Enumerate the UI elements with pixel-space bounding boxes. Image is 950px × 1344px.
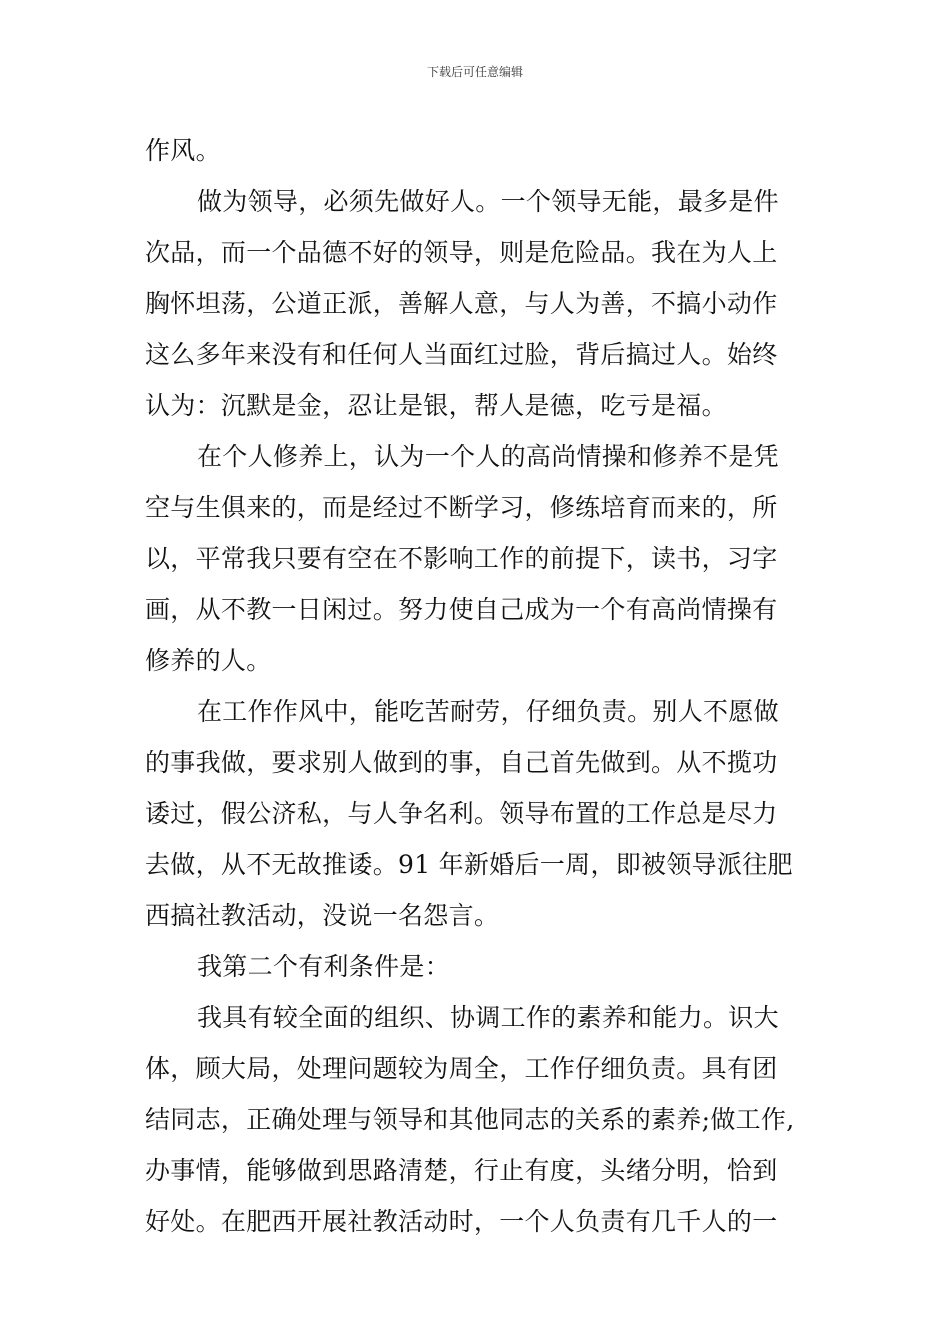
text-line: 诿过，假公济私，与人争名利。领导布置的工作总是尽力 bbox=[145, 799, 778, 828]
text-line: 去做，从不无故推诿。91 年新婚后一周，即被领导派往肥 bbox=[145, 850, 793, 879]
text-line: 办事情，能够做到思路清楚，行止有度，头绪分明，恰到 bbox=[145, 1156, 778, 1185]
text-line: 这么多年来没有和任何人当面红过脸，背后搞过人。始终 bbox=[145, 340, 778, 369]
text-line: 以，平常我只要有空在不影响工作的前提下，读书，习字 bbox=[145, 544, 778, 573]
text-line: 作风。 bbox=[145, 136, 221, 165]
text-line: 次品，而一个品德不好的领导，则是危险品。我在为人上 bbox=[145, 238, 778, 267]
paragraph-first-line: 在工作作风中，能吃苦耐劳，仔细负责。别人不愿做 bbox=[197, 697, 779, 726]
document-body bbox=[145, 125, 809, 1247]
text-line: 画，从不教一日闲过。努力使自己成为一个有高尚情操有 bbox=[145, 595, 778, 624]
text-line: 好处。在肥西开展社教活动时，一个人负责有几千人的一 bbox=[145, 1207, 778, 1236]
text-line: 认为：沉默是金，忍让是银，帮人是德，吃亏是福。 bbox=[145, 391, 727, 420]
page-header: 下载后可任意编辑 bbox=[426, 65, 523, 79]
text-line: 西搞社教活动，没说一名怨言。 bbox=[145, 901, 500, 930]
paragraph-first-line: 在个人修养上，认为一个人的高尚情操和修养不是凭 bbox=[197, 442, 779, 471]
text-line: 空与生俱来的，而是经过不断学习，修练培育而来的，所 bbox=[145, 493, 778, 522]
paragraph-first-line: 我具有较全面的组织、协调工作的素养和能力。识大 bbox=[197, 1003, 779, 1032]
text-line: 的事我做，要求别人做到的事，自己首先做到。从不揽功 bbox=[145, 748, 778, 777]
text-line: 修养的人。 bbox=[145, 646, 272, 675]
text-line: 结同志，正确处理与领导和其他同志的关系的素养;做工作, bbox=[145, 1105, 795, 1134]
text-line: 体，顾大局，处理问题较为周全，工作仔细负责。具有团 bbox=[145, 1054, 778, 1083]
paragraph-first-line: 做为领导，必须先做好人。一个领导无能，最多是件 bbox=[197, 187, 779, 216]
paragraph-first-line: 我第二个有利条件是： bbox=[197, 952, 451, 981]
text-line: 胸怀坦荡，公道正派，善解人意，与人为善，不搞小动作 bbox=[145, 289, 778, 318]
